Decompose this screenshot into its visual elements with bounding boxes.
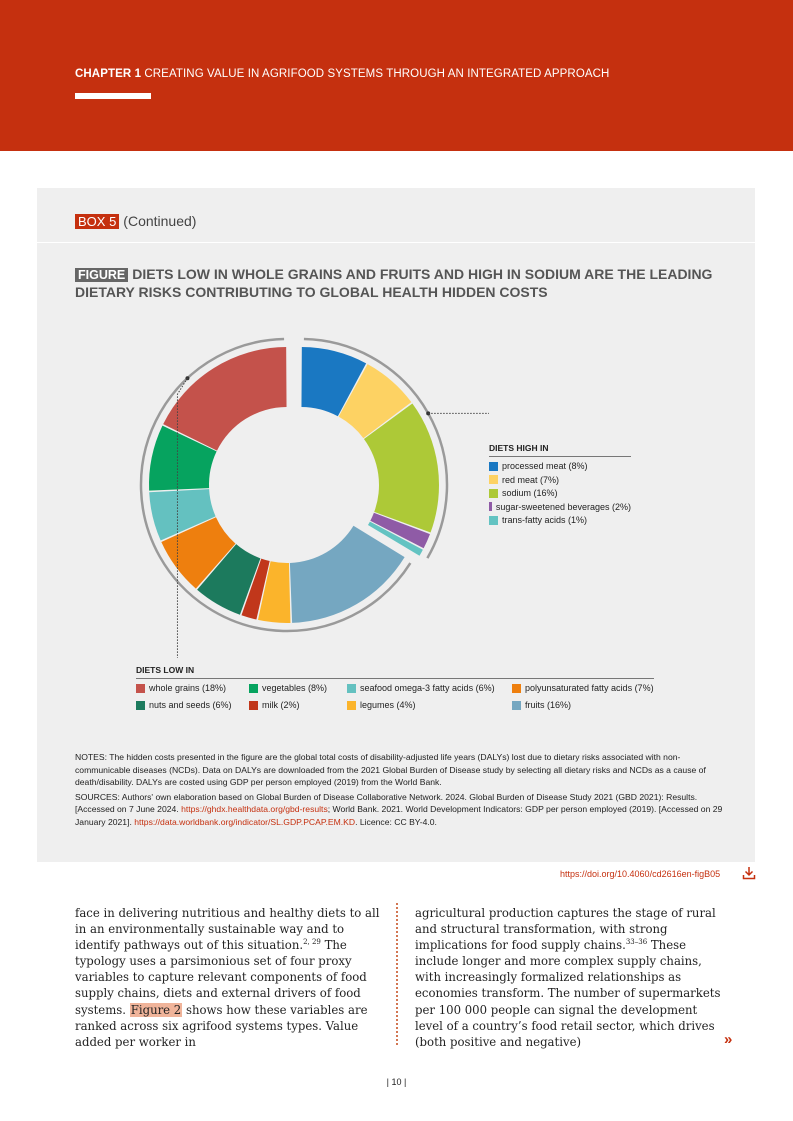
legend-item-milk: [249, 700, 300, 710]
legend-item-whole-grains: [136, 683, 226, 693]
legend-swatch: [512, 701, 521, 710]
sources-part-1: SOURCES: Authors' own elaboration based on Global Burden of Disease Collaborative Network. 2024. Global Burden of Disease Study 2021 (GBD 2021): Results. [Accessed on 7 June 2024.: [75, 791, 698, 814]
legend-swatch: [249, 684, 258, 693]
continue-arrows: »: [724, 1031, 733, 1048]
legend-label: sugar-sweetened beverages (2%): [495, 501, 631, 512]
figure-title: [75, 265, 715, 301]
legend-item-nuts-and-seeds: [136, 700, 232, 710]
box-heading: [75, 213, 196, 229]
legend-item-processed-meat: [489, 461, 631, 471]
legend-label: red meat (7%): [502, 474, 560, 485]
box-continued: (Continued): [123, 213, 197, 229]
legend-swatch: [489, 475, 498, 484]
legend-label: processed meat (8%): [502, 461, 588, 471]
legend-swatch: [489, 462, 498, 471]
right-text-2: These include longer and more complex supply chains, with increasingly formalized relationships as economies transform. The number of supermarkets per 100 000 people can signal the development level of a country’s food retail sector, which drives (both positive and negative): [415, 938, 721, 1049]
legend-high-title: DIETS HIGH IN: [489, 443, 631, 457]
left-text-2: The typology uses a parsimonious set of four proxy variables to capture relevant components of food supply chains, diets and external drivers of food systems.: [75, 938, 367, 1017]
legend-item-trans-fatty-acids: [489, 515, 631, 525]
legend-label: polyunsaturated fatty acids (7%): [525, 683, 654, 693]
legend-item-vegetables: [249, 683, 327, 693]
sources-part-2: ; World Bank. 2021. World Development Indicators: GDP per person employed (2019). [Accessed on 29 January 2021].: [75, 804, 723, 827]
legend-label: seafood omega-3 fatty acids (6%): [360, 683, 495, 693]
body-column-left: [75, 905, 385, 1050]
download-icon[interactable]: [742, 866, 756, 880]
sources-text: [75, 791, 725, 829]
page-number: | 10 |: [386, 1077, 407, 1087]
donut-chart: [37, 328, 755, 668]
notes-text: NOTES: The hidden costs presented in the figure are the global total costs of disability-adjusted life years (DALYs) lost due to dietary risks associated with non-communicable diseases (NCDs). Data on DALYs are downloaded from the 2021 Global Burden of Disease study by selecting all dietary risks and NCDs as a cause of death/disability. DALYs are costed using GDP per person employed (2019) from the World Bank.: [75, 752, 706, 787]
legend-swatch: [347, 701, 356, 710]
legend-item-sodium: [489, 488, 631, 498]
chapter-label: CHAPTER 1: [75, 68, 142, 80]
legend-swatch: [347, 684, 356, 693]
left-reference: 2, 29: [303, 938, 321, 947]
legend-item-fruits: [512, 700, 571, 710]
legend-item-sugar-sweetened-beverages: [489, 502, 631, 512]
legend-swatch: [249, 701, 258, 710]
legend-swatch: [489, 489, 498, 498]
figure-2-link[interactable]: Figure 2: [130, 1002, 182, 1017]
slice-fruits: [290, 526, 405, 623]
column-divider: [396, 903, 398, 1045]
legend-label: vegetables (8%): [262, 683, 328, 693]
box-divider: [37, 242, 755, 243]
right-reference: 33–36: [625, 938, 648, 947]
legend-swatch: [512, 684, 521, 693]
legend-low-items: [136, 683, 654, 717]
box-tag: BOX 5: [75, 214, 119, 229]
box-5: [37, 188, 755, 862]
world-bank-indicator-link[interactable]: https://data.worldbank.org/indicator/SL.GDP.PCAP.EM.KD: [134, 816, 356, 827]
chapter-header: [0, 0, 793, 151]
legend-label: nuts and seeds (6%): [149, 700, 232, 710]
legend-swatch: [136, 684, 145, 693]
chapter-heading: [75, 68, 609, 80]
legend-high-items: [489, 461, 631, 525]
figure-tag: FIGURE: [75, 268, 128, 282]
right-text-1: agricultural production captures the stage of rural and structural transformation, with strong implications for food supply chains.: [415, 906, 716, 953]
legend-label: fruits (16%): [525, 700, 572, 710]
legend-swatch: [489, 502, 492, 511]
legend-label: sodium (16%): [502, 488, 558, 498]
legend-item-polyunsaturated-fatty-acids: [512, 683, 654, 693]
legend-low-title: DIETS LOW IN: [136, 665, 654, 679]
body-column-right: [415, 905, 725, 1050]
legend-swatch: [489, 516, 498, 525]
body-paragraph-right: [415, 905, 725, 1050]
legend-label: legumes (4%): [360, 700, 416, 710]
legend-label: trans-fatty acids (1%): [502, 515, 588, 525]
chapter-title: CREATING VALUE IN AGRIFOOD SYSTEMS THROUGH AN INTEGRATED APPROACH: [144, 68, 610, 80]
chapter-accent-bar: [75, 93, 151, 99]
left-text-3: shows how these variables are ranked across six agrifood systems types. Value added per worker in: [75, 1002, 368, 1049]
figure-notes: [75, 751, 725, 830]
sources-part-3: . Licence: CC BY-4.0.: [355, 816, 437, 827]
legend-diets-low: [136, 665, 654, 717]
gbd-results-link[interactable]: https://ghdx.healthdata.org/gbd-results: [181, 804, 328, 814]
doi-link[interactable]: https://doi.org/10.4060/cd2616en-figB05: [560, 869, 721, 879]
legend-label: whole grains (18%): [149, 683, 227, 693]
body-paragraph-left: [75, 905, 385, 1050]
figure-title-text: DIETS LOW IN WHOLE GRAINS AND FRUITS AND HIGH IN SODIUM ARE THE LEADING DIETARY RISKS CONTRIBUTING TO GLOBAL HEALTH HIDDEN COSTS: [75, 266, 713, 300]
legend-item-legumes: [347, 700, 416, 710]
legend-label: milk (2%): [262, 700, 300, 710]
legend-diets-high: [489, 443, 631, 529]
legend-item-red-meat: [489, 475, 631, 485]
legend-swatch: [136, 701, 145, 710]
left-text-1: face in delivering nutritious and healthy diets to all in an environmentally sustainable way and to identify pathways out of this situation.: [75, 906, 380, 953]
legend-item-seafood-omega-3-fatty-acids: [347, 683, 495, 693]
